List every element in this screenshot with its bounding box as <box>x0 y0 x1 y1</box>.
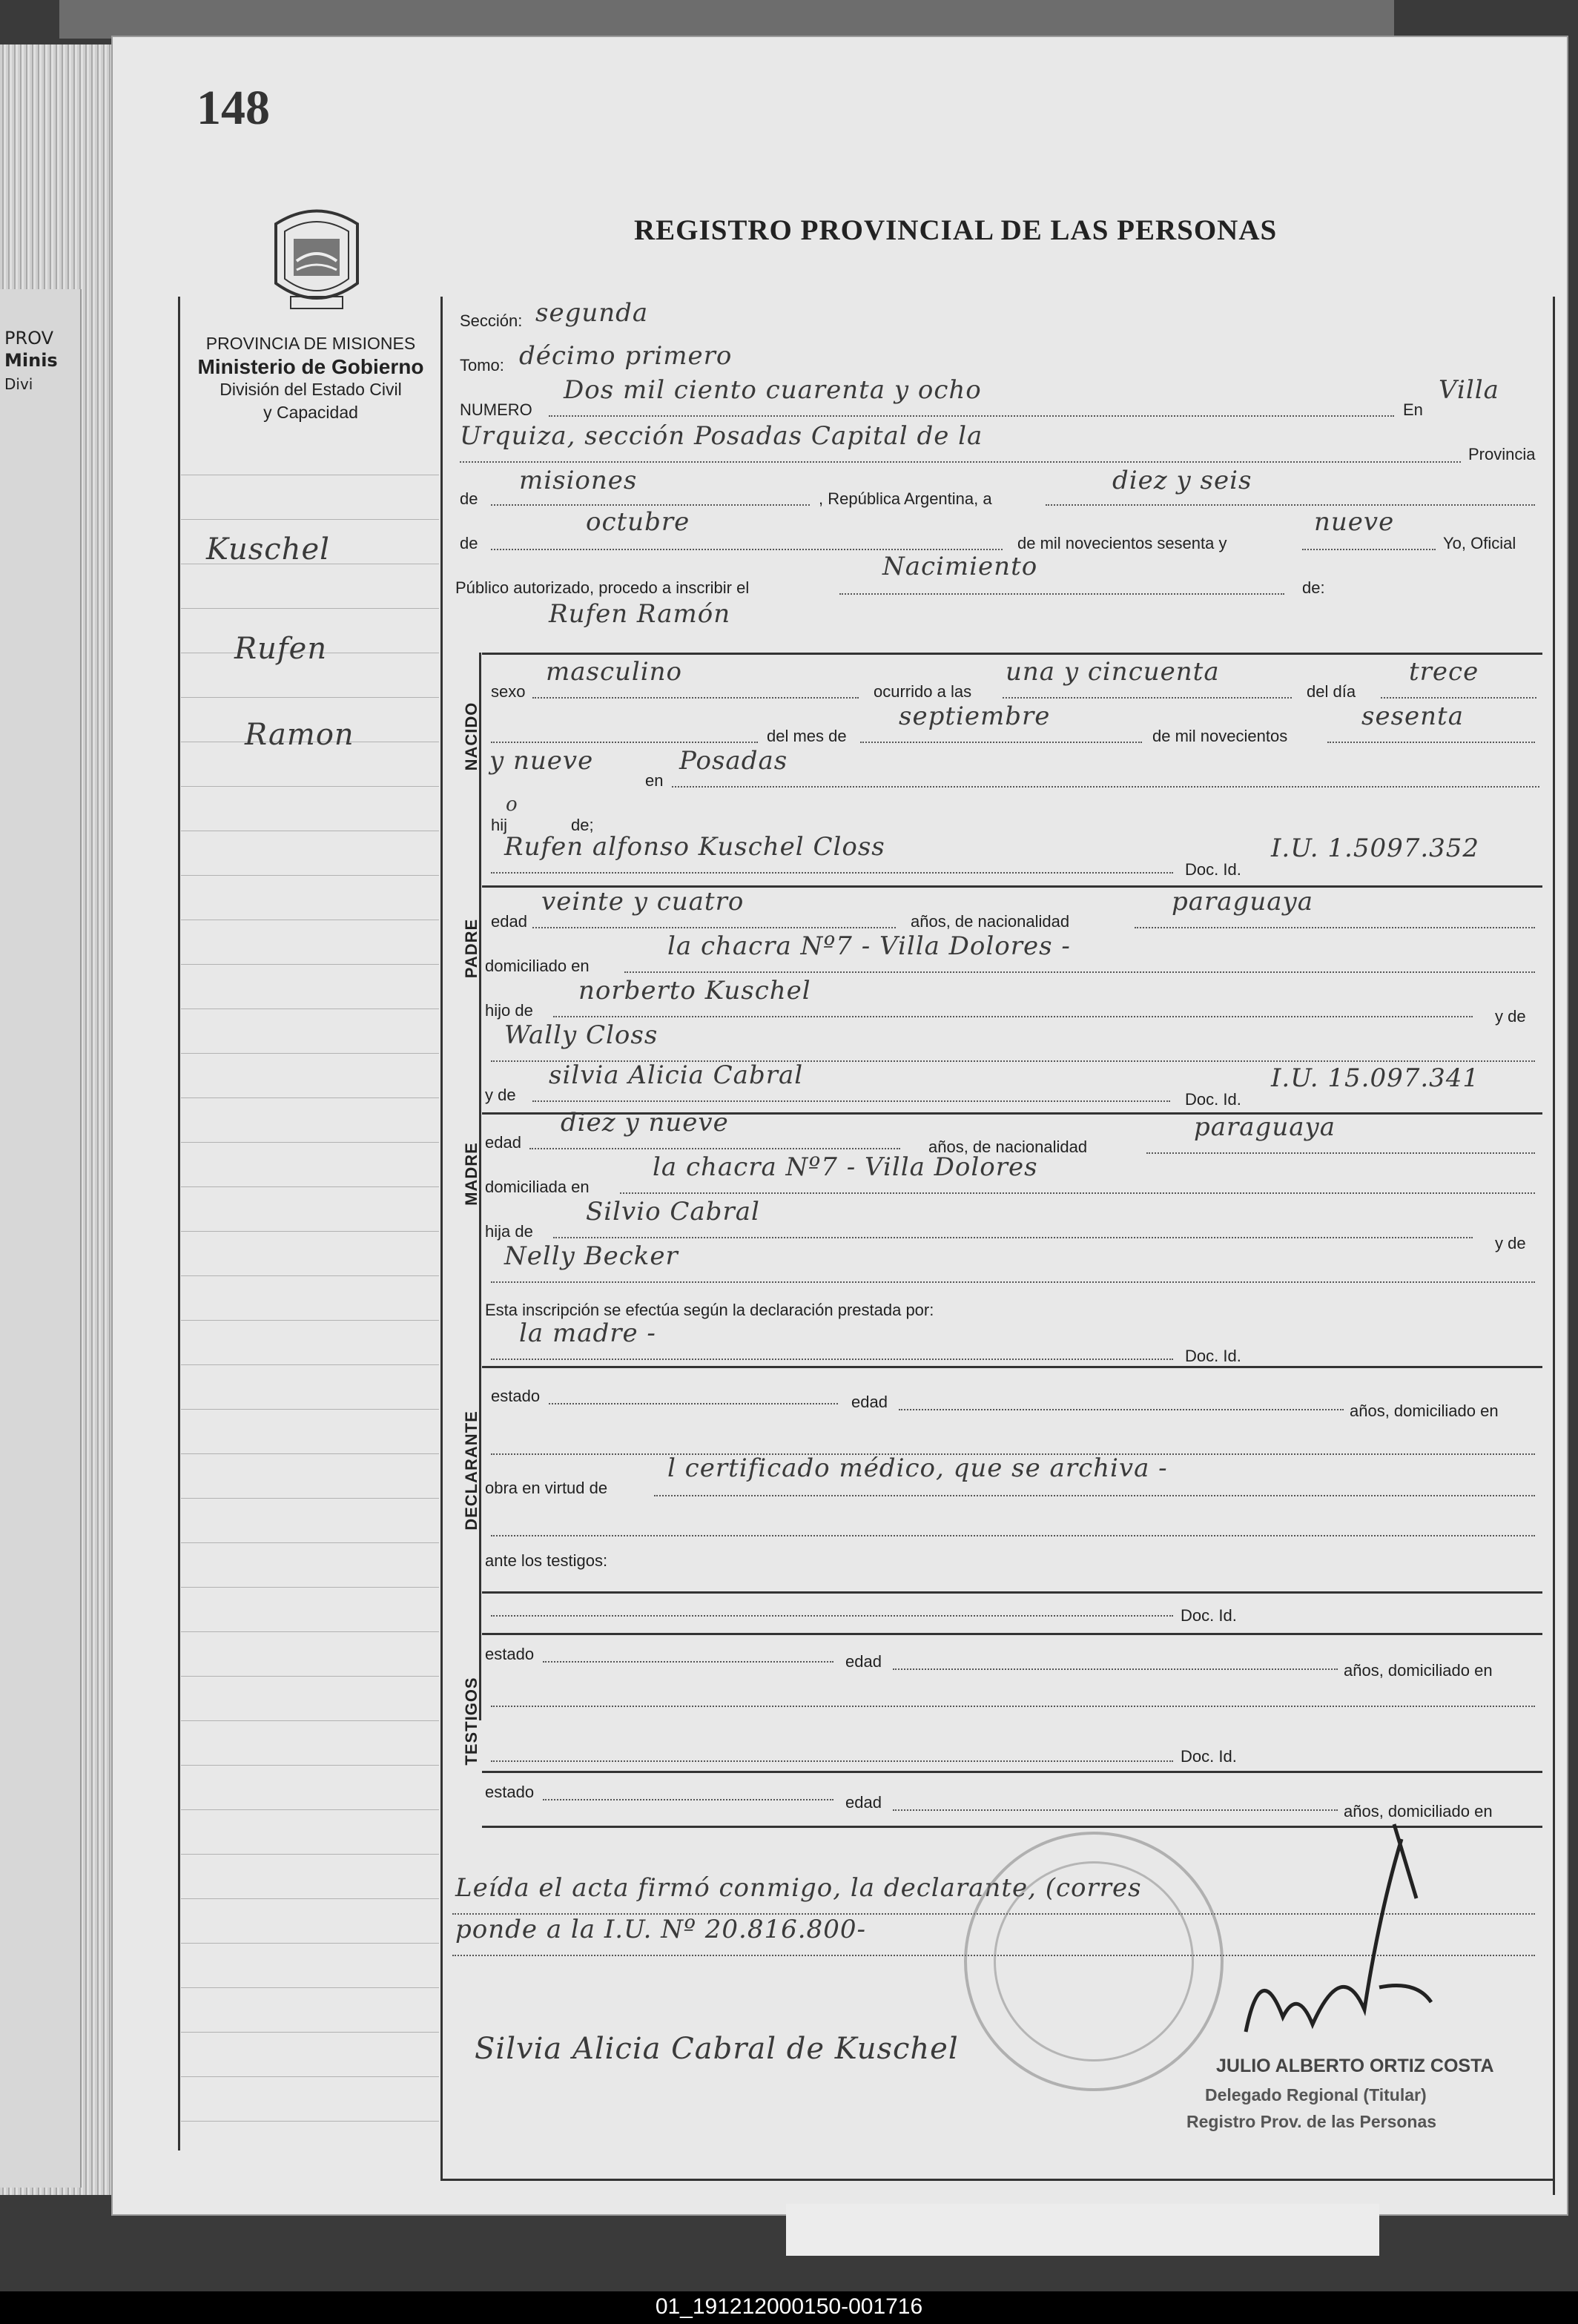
acto-value: Nacimiento <box>882 552 1038 581</box>
hora-value: una y cincuenta <box>1006 657 1220 687</box>
anio-line <box>1302 549 1436 550</box>
section-rule <box>482 653 1542 655</box>
mes-line <box>491 549 1003 550</box>
margin-ruled-line <box>181 1053 439 1054</box>
testigo1-anios-label: años, domiciliado en <box>1344 1661 1493 1680</box>
folio-number: 148 <box>197 81 270 135</box>
madre-domicilio-value: la chacra Nº7 - Villa Dolores <box>653 1152 1038 1182</box>
margin-ruled-line <box>181 1186 439 1187</box>
padre-nombre-line <box>491 872 1173 874</box>
anio-label: de mil novecientos sesenta y <box>1017 534 1227 552</box>
madre-section-label: MADRE <box>462 1142 481 1206</box>
padre-domicilio-value: la chacra Nº7 - Villa Dolores - <box>667 931 1071 961</box>
madre-domicilio-label: domiciliada en <box>485 1178 590 1196</box>
official-stamp-inner <box>994 1861 1194 2061</box>
testigo2-edad-label: edad <box>845 1793 882 1812</box>
abuelo-paterno-value: norberto Kuschel <box>578 976 811 1006</box>
declaracion-intro-label: Esta inscripción se efectúa según la declaración prestada por: <box>485 1301 934 1319</box>
margin-ruled-line <box>181 2032 439 2033</box>
testigos-intro-label: ante los testigos: <box>485 1551 608 1570</box>
margin-ruled-line <box>181 1320 439 1321</box>
abuela-paterna-value: Wally Closs <box>504 1020 658 1050</box>
padre-nacionalidad-value: paraguaya <box>1172 887 1313 917</box>
padre-doc-value: I.U. 1.5097.352 <box>1271 833 1480 863</box>
dia-line <box>1381 697 1536 699</box>
section-rule <box>482 1771 1542 1773</box>
provincia-line <box>491 504 810 506</box>
padre-y-de-label: y de <box>1495 1007 1526 1026</box>
de-label: de <box>460 489 478 508</box>
official-role: Delegado Regional (Titular) <box>1205 2085 1427 2105</box>
margin-ruled-line <box>181 1409 439 1410</box>
previous-page-text: Divi <box>4 375 33 393</box>
declarante-anios-label: años, domiciliado en <box>1350 1402 1499 1420</box>
numero-label: NUMERO <box>460 400 532 419</box>
margin-column-rule <box>440 297 443 2180</box>
hijo-label: hij <box>491 816 508 834</box>
padre-domicilio-label: domiciliado en <box>485 957 590 975</box>
sexo-line <box>532 697 859 699</box>
sexo-value: masculino <box>546 657 683 687</box>
testigo1-domicilio-line <box>491 1706 1535 1707</box>
image-identifier: 01_191212000150-001716 <box>655 2294 923 2319</box>
lugar-line <box>672 786 1539 788</box>
previous-page-text: PROV <box>4 328 54 349</box>
closing-text-2: ponde a la I.U. Nº 20.816.800- <box>455 1915 866 1944</box>
publico-label: Público autorizado, procedo a inscribir el <box>455 578 750 597</box>
madre-nacionalidad-value: paraguaya <box>1194 1112 1336 1142</box>
section-rule <box>482 1591 1542 1594</box>
official-signature <box>1231 1809 1439 2047</box>
dia-value: trece <box>1409 657 1479 687</box>
margin-note: Kuschel <box>206 532 330 567</box>
en-label: en <box>645 771 664 790</box>
margin-ruled-line <box>181 608 439 609</box>
margin-ruled-line <box>181 786 439 787</box>
margin-ruled-line <box>181 1498 439 1499</box>
margin-ruled-line <box>181 1676 439 1677</box>
section-rule <box>482 1366 1542 1368</box>
padre-section-label: PADRE <box>462 918 481 979</box>
madre-nombre-value: silvia Alicia Cabral <box>549 1060 804 1090</box>
hora-line <box>1003 697 1292 699</box>
margin-ruled-line <box>181 1720 439 1721</box>
division-name: División del Estado Civil <box>219 380 402 399</box>
testigo1-nombre-line <box>491 1615 1173 1617</box>
page-title: REGISTRO PROVINCIAL DE LAS PERSONAS <box>634 214 1278 246</box>
margin-ruled-line <box>181 1542 439 1543</box>
margin-ruled-line <box>181 1987 439 1988</box>
margin-ruled-line <box>181 519 439 520</box>
ministry-name: Ministerio de Gobierno <box>197 355 424 378</box>
en-value: Villa <box>1439 375 1499 405</box>
margin-ruled-line <box>181 1587 439 1588</box>
obra-line-2 <box>491 1535 1535 1536</box>
testigo1-edad-label: edad <box>845 1652 882 1671</box>
anio2-value: y nueve <box>489 746 594 776</box>
padre-nacionalidad-line <box>1135 927 1535 928</box>
margin-ruled-line <box>181 1898 439 1899</box>
margin-ruled-line <box>181 1097 439 1098</box>
margin-note: Ramon <box>245 718 354 752</box>
sexo-label: sexo <box>491 682 526 701</box>
margin-ruled-line <box>181 1231 439 1232</box>
testigo1-estado-line <box>543 1661 833 1663</box>
left-margin-rule <box>178 297 180 2150</box>
declarante-nombre-value: la madre - <box>519 1318 656 1348</box>
padre-hijo-label: hijo de <box>485 1001 533 1020</box>
anio-value: sesenta <box>1361 702 1464 731</box>
padre-padres-line <box>553 1016 1473 1017</box>
provincial-seal-icon <box>261 202 372 320</box>
margin-ruled-line <box>181 1275 439 1276</box>
anio-label: de mil novecientos <box>1152 727 1288 745</box>
mes-line <box>860 742 1142 743</box>
abuela-materna-value: Nelly Becker <box>504 1241 679 1271</box>
acto-line <box>839 593 1284 595</box>
tomo-label: Tomo: <box>460 356 504 374</box>
bottom-border-rule <box>440 2179 1554 2181</box>
madre-doc-label: Doc. Id. <box>1185 1090 1241 1109</box>
abuelo-materno-value: Silvio Cabral <box>586 1197 760 1227</box>
official-office: Registro Prov. de las Personas <box>1186 2112 1437 2131</box>
testigo2-doc-label: Doc. Id. <box>1181 1747 1237 1766</box>
book-top-edge <box>59 0 1394 39</box>
margin-ruled-line <box>181 1943 439 1944</box>
right-border-rule <box>1553 297 1555 2195</box>
abuela-materna-line <box>491 1281 1535 1283</box>
division-name-2: y Capacidad <box>263 403 358 422</box>
madre-doc-value: I.U. 15.097.341 <box>1271 1063 1480 1093</box>
declarante-section-label: DECLARANTE <box>462 1410 481 1531</box>
seccion-label: Sección: <box>460 311 523 330</box>
margin-ruled-line <box>181 1809 439 1810</box>
declarante-edad-line <box>899 1409 1344 1410</box>
de2-label: de <box>460 534 478 552</box>
madre-edad-label: edad <box>485 1133 521 1152</box>
padre-nombre-value: Rufen alfonso Kuschel Closs <box>504 832 885 862</box>
margin-ruled-line <box>181 875 439 876</box>
previous-page-text: Minis <box>4 350 58 371</box>
testigo2-nombre-line <box>491 1760 1173 1762</box>
testigo2-estado-line <box>543 1799 833 1800</box>
margin-ruled-line <box>181 1364 439 1365</box>
declarante-nombre-line <box>491 1359 1173 1360</box>
padre-domicilio-line <box>624 971 1535 973</box>
margin-note: Rufen <box>234 632 328 666</box>
inscripto-value: Rufen Ramón <box>549 599 731 629</box>
ocurrido-label: ocurrido a las <box>874 682 972 701</box>
nacido-section-label: NACIDO <box>462 702 481 771</box>
tomo-value: décimo primero <box>519 341 733 371</box>
bottom-paper-edge <box>786 2204 1379 2256</box>
declarante-estado-label: estado <box>491 1387 541 1405</box>
declarante-edad-label: edad <box>851 1393 888 1411</box>
previous-page-fragment <box>0 289 82 2188</box>
dia-value: diez y seis <box>1112 466 1252 495</box>
hijo-suffix: o <box>506 793 518 816</box>
madre-nacionalidad-label: años, de nacionalidad <box>928 1138 1088 1156</box>
provincia-value: misiones <box>519 466 638 495</box>
margin-ruled-line <box>181 1142 439 1143</box>
declarant-signature: Silvia Alicia Cabral de Kuschel <box>475 2032 959 2066</box>
anio-value: nueve <box>1314 507 1395 537</box>
padre-doc-label: Doc. Id. <box>1185 860 1241 879</box>
margin-ruled-line <box>181 1765 439 1766</box>
madre-y-de-label-2: y de <box>1495 1234 1526 1252</box>
madre-nombre-line <box>532 1100 1170 1102</box>
madre-edad-line <box>529 1148 900 1149</box>
margin-ruled-line <box>181 2121 439 2122</box>
de-label: de; <box>571 816 594 834</box>
testigo1-edad-line <box>893 1668 1338 1670</box>
madre-domicilio-line <box>620 1192 1535 1194</box>
testigos-section-label: TESTIGOS <box>462 1677 481 1766</box>
numero-value: Dos mil ciento cuarenta y ocho <box>564 375 982 405</box>
testigo1-doc-label: Doc. Id. <box>1181 1606 1237 1625</box>
testigo2-anios-label: años, domiciliado en <box>1344 1802 1493 1820</box>
margin-ruled-line <box>181 1854 439 1855</box>
official-name: JULIO ALBERTO ORTIZ COSTA <box>1216 2056 1494 2076</box>
provincia-label: Provincia <box>1468 445 1536 463</box>
obra-value: l certificado médico, que se archiva - <box>667 1453 1168 1483</box>
oficial-label: Yo, Oficial <box>1443 534 1516 552</box>
de3-label: de: <box>1302 578 1325 597</box>
dia-line <box>1046 504 1535 506</box>
testigo1-estado-label: estado <box>485 1645 535 1663</box>
mes-value: septiembre <box>899 702 1051 731</box>
declarante-estado-line <box>549 1403 838 1404</box>
republica-label: , República Argentina, a <box>819 489 992 508</box>
obra-label: obra en virtud de <box>485 1479 608 1497</box>
margin-ruled-line <box>181 2076 439 2077</box>
seccion-value: segunda <box>535 298 649 328</box>
margin-ruled-line <box>181 1631 439 1632</box>
padre-edad-line <box>532 927 896 928</box>
blank-line <box>491 742 758 743</box>
issuing-office <box>181 332 440 424</box>
anio-line <box>1327 742 1535 743</box>
locality-value: Urquiza, sección Posadas Capital de la <box>460 421 983 451</box>
madre-y-de-label: y de <box>485 1086 516 1104</box>
declarante-doc-label: Doc. Id. <box>1185 1347 1241 1365</box>
madre-edad-value: diez y nueve <box>561 1108 729 1138</box>
locality-line <box>460 461 1461 463</box>
madre-nacionalidad-line <box>1146 1152 1535 1154</box>
province-name: PROVINCIA DE MISIONES <box>205 334 416 353</box>
madre-padres-line <box>553 1237 1473 1238</box>
margin-ruled-line <box>181 964 439 965</box>
numero-line <box>549 415 1394 417</box>
obra-line <box>654 1495 1535 1496</box>
padre-nacionalidad-label: años, de nacionalidad <box>911 912 1070 931</box>
padre-edad-value: veinte y cuatro <box>541 887 745 917</box>
testigo2-estado-label: estado <box>485 1783 535 1801</box>
en-label: En <box>1403 400 1423 419</box>
margin-ruled-line <box>181 697 439 698</box>
lugar-value: Posadas <box>679 746 788 776</box>
padre-edad-label: edad <box>491 912 527 931</box>
madre-hija-label: hija de <box>485 1222 533 1241</box>
mes-value: octubre <box>586 507 690 537</box>
del-dia-label: del día <box>1307 682 1356 701</box>
mes-label: del mes de <box>767 727 847 745</box>
section-rule <box>482 1633 1542 1635</box>
margin-ruled-line <box>181 1453 439 1454</box>
closing-text-1: Leída el acta firmó conmigo, la declarante, (corres <box>455 1873 1142 1903</box>
